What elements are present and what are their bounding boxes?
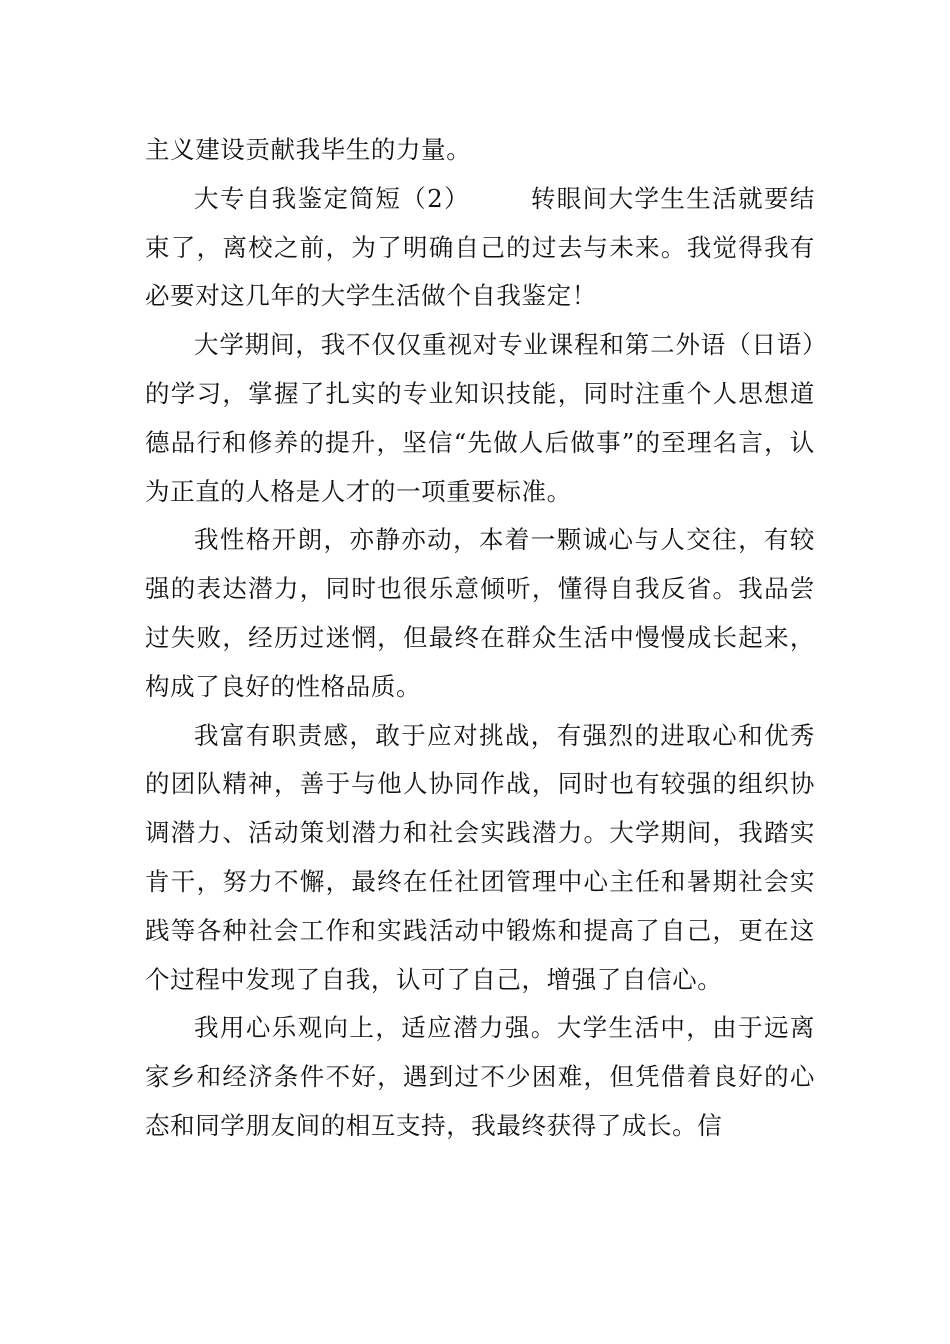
paragraph-2	[145, 175, 815, 321]
section-heading: 大专自我鉴定简短（2）	[194, 183, 471, 213]
document-body	[145, 126, 815, 1151]
paragraph-1: 主义建设贡献我毕生的力量。	[145, 135, 472, 164]
paragraph-2-text: 转眼间大学生生活就要结束了，离校之前，为了明确自己的过去与未来。我觉得我有必要对这几年的大学生活做个自我鉴定！	[145, 183, 815, 311]
paragraph-4: 我性格开朗，亦静亦动，本着一颗诚心与人交往，有较强的表达潜力，同时也很乐意倾听，懂得自我反省。我品尝过失败，经历过迷惘，但最终在群众生活中慢慢成长起来，构成了良好的性格品质。	[145, 525, 815, 701]
paragraph-3: 大学期间，我不仅仅重视对专业课程和第二外语（日语）的学习，掌握了扎实的专业知识技能，同时注重个人思想道德品行和修养的提升，坚信“先做人后做事”的至理名言，认为正直的人格是人才的一项重要标准。	[145, 330, 815, 506]
paragraph-5: 我富有职责感，敢于应对挑战，有强烈的进取心和优秀的团队精神，善于与他人协同作战，同时也有较强的组织协调潜力、活动策划潜力和社会实践潜力。大学期间，我踏实肯干，努力不懈，最终在任社团管理中心主任和暑期社会实践等各种社会工作和实践活动中锻炼和提高了自己，更在这个过程中发现了自我，认可了自己，增强了自信心。	[145, 720, 815, 994]
paragraph-6: 我用心乐观向上，适应潜力强。大学生活中，由于远离家乡和经济条件不好，遇到过不少困难，但凭借着良好的心态和同学朋友间的相互支持，我最终获得了成长。信	[145, 1013, 815, 1140]
